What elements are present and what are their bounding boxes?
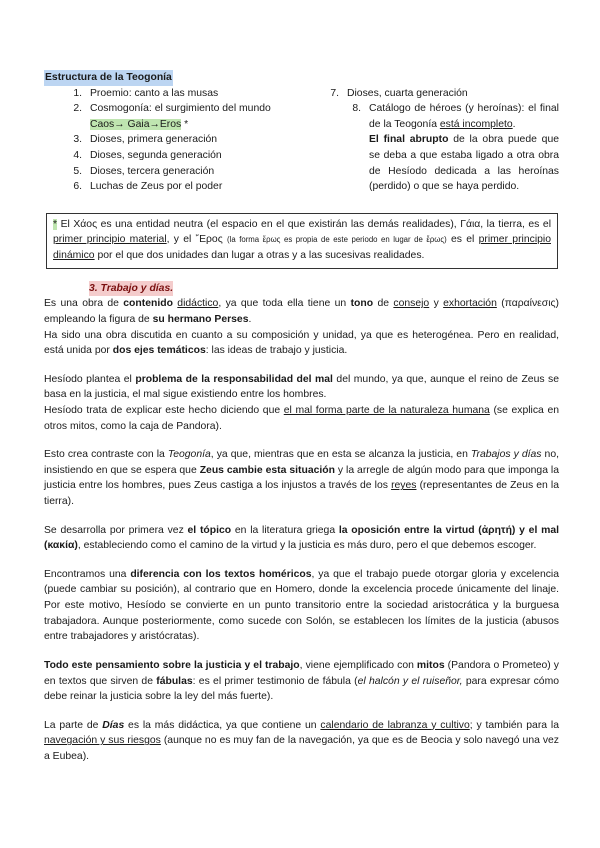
- chaos-sequence: Caos→ Gaia→Eros: [90, 118, 182, 130]
- list-item: 2. Cosmogonía: el surgimiento del mundo: [73, 103, 271, 115]
- list-item: 1. Proemio: canto a las musas: [73, 87, 219, 99]
- structure-lists: [44, 86, 559, 195]
- section-title: 3. Trabajo y días.: [89, 281, 173, 297]
- document-page: [44, 70, 559, 765]
- chaos-note-box: * El Χάος es una entidad neutra (el espacio en el que existirán las demás realidades), Γάια, la tierra, es el primer principio material, y el ῎Ερος (la forma ἔρως es propia de este periodo en lugar de ἔρως) es el primer principio dinámico por el que dos unidades dan lugar a otras y a las sucesivas realidades.: [46, 213, 558, 269]
- paragraph: Hesíodo plantea el problema de la responsabilidad del mal del mundo, ya que, aunque el reino de Zeus se basa en la justicia, el mal sigue existiendo entre los hombres.: [44, 373, 560, 401]
- paragraph: Esto crea contraste con la Teogonía, ya que, mientras que en esta se alcanza la justicia, en Trabajos y días no, insistiendo en que se espera que Zeus cambie esta situación y la arregle de algún modo para que imponga la justicia entre los hombres, pues Zeus castiga a los injustos a través de los reyes (representantes de Zeus en la tierra).: [44, 449, 560, 508]
- paragraph: Hesíodo trata de explicar este hecho diciendo que el mal forma parte de la naturaleza humana (se explica en otros mitos, como la caja de Pandora).: [44, 404, 559, 432]
- list-item-sub: Caos→ Gaia→Eros *: [90, 118, 189, 130]
- list-item: 5. Dioses, tercera generación: [73, 165, 215, 177]
- paragraph: Es una obra de contenido didáctico, ya que toda ella tiene un tono de consejo y exhortación (παραίνεσις) empleando la figura de su hermano Perses.: [44, 298, 559, 325]
- list-item: 8. Catálogo de héroes (y heroínas): el final de la Teogonía está incompleto. El final abrupto de la obra puede que se deba a que estaba ligado a otra obra de Hesíodo dedicada a las heroínas (perdido) o que se haya perdido.: [352, 103, 560, 193]
- structure-title: Estructura de la Teogonía: [44, 70, 173, 86]
- list-left: [44, 86, 321, 195]
- list-right: [321, 86, 559, 195]
- list-item: 3. Dioses, primera generación: [73, 134, 218, 146]
- paragraph: Encontramos una diferencia con los textos homéricos, ya que el trabajo puede otorgar gloria y excelencia (puede cambiar su posición), al contrario que en Homero, donde la excelencia procede únicamente del linaje. Por este motivo, Hesíodo se convierte en un punto transitorio entre la sociedad aristocrática y la burguesa trabajadora. Aunque posteriormente, como sucede con Solón, se establecen los límites de la justicia (abusos entre trabajadores y aristócratas).: [44, 568, 560, 643]
- paragraph: Se desarrolla por primera vez el tópico en la literatura griega la oposición entre la virtud (ἀρητή) y el mal (κακία), estableciendo como el camino de la virtud y la justicia es más duro, pero el que debemos escoger.: [44, 524, 559, 552]
- list-item: 7. Dioses, cuarta generación: [330, 87, 468, 99]
- final-note-bold: El final abrupto: [369, 134, 449, 146]
- paragraph: La parte de Días es la más didáctica, ya que contiene un calendario de labranza y cultivo; y también para la navegación y sus riesgos (aunque no es muy fan de la navegación, ya que es de Beocia y solo navegó una vez a Eubea).: [44, 719, 559, 762]
- paragraph: Ha sido una obra discutida en cuanto a su composición y unidad, ya que es heterogénea. Pero en realidad, está unida por dos ejes temáticos: las ideas de trabajo y justicia.: [44, 329, 559, 357]
- list-item: 6. Luchas de Zeus por el poder: [73, 181, 223, 193]
- list-item: 4. Dioses, segunda generación: [73, 150, 222, 162]
- paragraph: Todo este pensamiento sobre la justicia y el trabajo, viene ejemplificado con mitos (Pandora o Prometeo) y en textos que sirven de fábulas: es el primer testimonio de fábula (el halcón y el ruiseñor, para expresar cómo debe reinar la justicia sobre la ley del más fuerte).: [44, 659, 560, 703]
